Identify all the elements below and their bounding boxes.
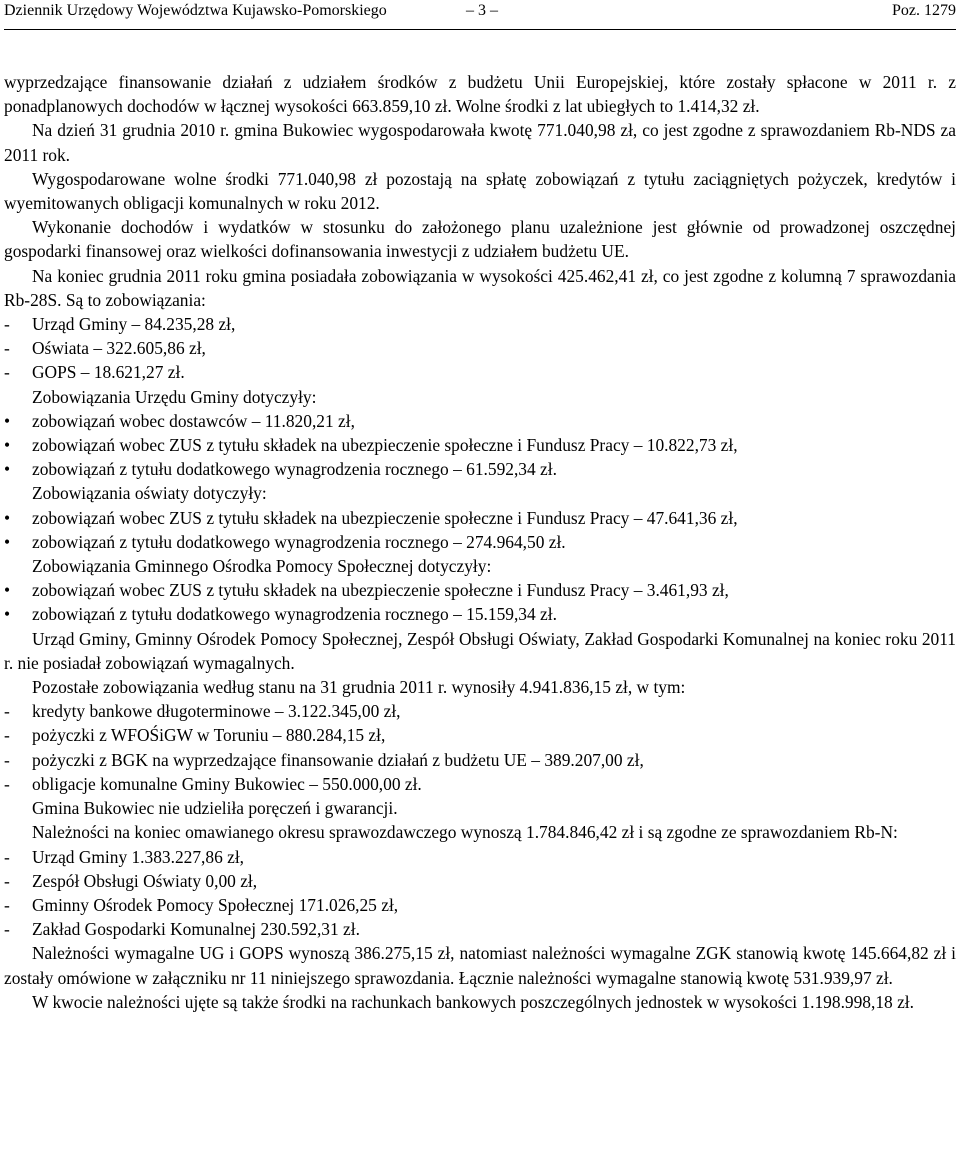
paragraph-1: wyprzedzające finansowanie działań z udziałem środków z budżetu Unii Europejskiej, które zostały spłacone w 2011 r. z ponadplanowych dochodów w łącznej wysokości 663.859,10 zł. Wolne środki z lat ubiegłych to 1.414,32 zł. [4, 72, 956, 117]
paragraph-14: W kwocie należności ujęte są także środki na rachunkach bankowych poszczególnych jednostek w wysokości 1.198.998,18 zł. [32, 991, 914, 1012]
position-number: Poz. 1279 [892, 2, 956, 19]
paragraph-8: Zobowiązania Gminnego Ośrodka Pomocy Społecznej dotyczyły: [32, 556, 492, 577]
paragraph-9: Urząd Gminy, Gminny Ośrodek Pomocy Społecznej, Zespół Obsługi Oświaty, Zakład Gospodarki Komunalnej na koniec roku 2011 r. nie posiadał zobowiązań wymagalnych. [4, 628, 956, 673]
bullet-icon: • [4, 435, 11, 456]
paragraph-6: Zobowiązania Urzędu Gminy dotyczyły: [32, 386, 317, 407]
paragraph-7: Zobowiązania oświaty dotyczyły: [32, 483, 267, 504]
list-item: - Zakład Gospodarki Komunalnej 230.592,31 zł. [4, 917, 956, 941]
list-item: - pożyczki z WFOŚiGW w Toruniu – 880.284,15 zł, [4, 723, 956, 747]
paragraph-12: Należności na koniec omawianego okresu sprawozdawczego wynoszą 1.784.846,42 zł i są zgodne ze sprawozdaniem Rb-N: [32, 822, 898, 843]
page-number: – 3 – [466, 2, 498, 19]
journal-title: Dziennik Urzędowy Województwa Kujawsko-Pomorskiego [4, 2, 387, 19]
list-item: - Oświata – 322.605,86 zł, [4, 336, 956, 360]
list-item: - obligacje komunalne Gminy Bukowiec – 550.000,00 zł. [4, 772, 956, 796]
list-item: • zobowiązań wobec ZUS z tytułu składek na ubezpieczenie społeczne i Fundusz Pracy – 3.461,93 zł, [4, 578, 956, 602]
page-header [4, 0, 956, 30]
list-item: - Urząd Gminy – 84.235,28 zł, [4, 312, 956, 336]
bullet-icon: • [4, 410, 11, 431]
list-item: • zobowiązań wobec ZUS z tytułu składek na ubezpieczenie społeczne i Fundusz Pracy – 47.641,36 zł, [4, 506, 956, 530]
paragraph-11: Gmina Bukowiec nie udzieliła poręczeń i gwarancji. [32, 798, 398, 819]
list-item: • zobowiązań wobec dostawców – 11.820,21 zł, [4, 409, 956, 433]
list-item: - GOPS – 18.621,27 zł. [4, 360, 956, 384]
document-body [4, 70, 956, 1014]
bullet-icon: • [4, 604, 11, 625]
list-item: • zobowiązań z tytułu dodatkowego wynagrodzenia rocznego – 61.592,34 zł. [4, 457, 956, 481]
bullet-icon: • [4, 459, 11, 480]
list-item: • zobowiązań z tytułu dodatkowego wynagrodzenia rocznego – 15.159,34 zł. [4, 602, 956, 626]
list-item: - pożyczki z BGK na wyprzedzające finansowanie działań z budżetu UE – 389.207,00 zł, [4, 748, 956, 772]
paragraph-10: Pozostałe zobowiązania według stanu na 31 grudnia 2011 r. wynosiły 4.941.836,15 zł, w tym: [32, 677, 686, 698]
paragraph-5: Na koniec grudnia 2011 roku gmina posiadała zobowiązania w wysokości 425.462,41 zł, co jest zgodne z kolumną 7 sprawozdania Rb-28S. Są to zobowiązania: [4, 265, 956, 310]
bullet-icon: • [4, 507, 11, 528]
list-item: - Urząd Gminy 1.383.227,86 zł, [4, 845, 956, 869]
bullet-icon: • [4, 531, 11, 552]
list-item: • zobowiązań z tytułu dodatkowego wynagrodzenia rocznego – 274.964,50 zł. [4, 530, 956, 554]
paragraph-4: Wykonanie dochodów i wydatków w stosunku do założonego planu uzależnione jest głównie od prowadzonej oszczędnej gospodarki finansowej oraz wielkości dofinansowania inwestycji z udziałem budżetu UE. [4, 217, 956, 262]
paragraph-2: Na dzień 31 grudnia 2010 r. gmina Bukowiec wygospodarowała kwotę 771.040,98 zł, co jest zgodne z sprawozdaniem Rb-NDS za 2011 rok. [4, 120, 956, 165]
list-item: - kredyty bankowe długoterminowe – 3.122.345,00 zł, [4, 699, 956, 723]
paragraph-13: Należności wymagalne UG i GOPS wynoszą 386.275,15 zł, natomiast należności wymagalne ZGK stanowią kwotę 145.664,82 zł i zostały omówione w załączniku nr 11 niniejszego sprawozdania. Łącznie należności wymagalne stanowią kwotę 531.939,97 zł. [4, 943, 956, 988]
list-item: • zobowiązań wobec ZUS z tytułu składek na ubezpieczenie społeczne i Fundusz Pracy – 10.822,73 zł, [4, 433, 956, 457]
paragraph-3: Wygospodarowane wolne środki 771.040,98 zł pozostają na spłatę zobowiązań z tytułu zaciągniętych pożyczek, kredytów i wyemitowanych obligacji komunalnych w roku 2012. [4, 168, 956, 214]
bullet-icon: • [4, 580, 11, 601]
list-item: - Gminny Ośrodek Pomocy Społecznej 171.026,25 zł, [4, 893, 956, 917]
list-item: - Zespół Obsługi Oświaty 0,00 zł, [4, 869, 956, 893]
